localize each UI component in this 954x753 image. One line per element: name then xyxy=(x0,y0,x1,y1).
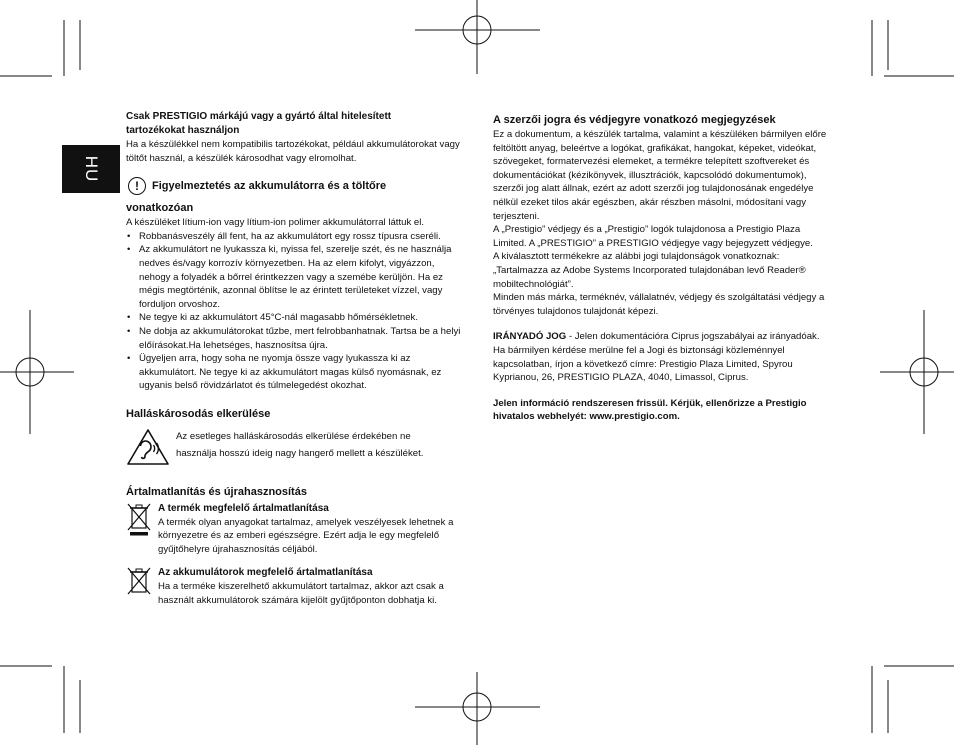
registration-mark-bottom xyxy=(415,672,540,745)
accessories-title-line1: Csak PRESTIGIO márkájú vagy a gyártó által hitelesített xyxy=(126,111,392,122)
battery-disposal-title: Az akkumulátorok megfelelő ártalmatlanítása xyxy=(158,567,373,579)
list-item: • Ne dobja az akkumulátorokat tűzbe, mert felrobbanhatnak. Tartsa be a helyi előírásokat.Ha lehetséges, hasznosítsa újra. xyxy=(126,325,464,352)
battery-bullet-list xyxy=(126,230,464,393)
trademark-line: A „Prestigio” védjegy és a „Prestigio” logók tulajdonosa a Prestigio Plaza Limited. A „PRESTIGIO” a PRESTIGIO védjegye vagy bejegyzett védjegye. xyxy=(493,224,813,249)
legal-line1: A kiválasztott termékekre az alábbi jogi tulajdonságok vonatkoznak: xyxy=(493,251,780,263)
hearing-line1: Az esetleges halláskárosodás elkerülése érdekében ne xyxy=(176,430,411,442)
accessories-title-line2: tartozékokat használjon xyxy=(126,125,240,136)
list-item: • Ügyeljen arra, hogy soha ne nyomja össze vagy lyukassza ki az akkumulátort. Ne tegye ki az akkumulátort magas külső nyomásnak, ez ugyanis belső rövidzárlatot és túlmelegedést okozhat. xyxy=(126,352,464,393)
disposal-title: Ártalmatlanítás és újrahasznosítás xyxy=(126,485,307,498)
language-tab-label: HU xyxy=(82,155,101,183)
product-disposal-block xyxy=(126,502,464,557)
list-item: • Az akkumulátort ne lyukassza ki, nyissa fel, szerelje szét, és ne használja nedves és/vagy korrozív környezetben. Ha az elem kifolyt, vigyázzon, nehogy a folyadék a bőrrel érintkezzen vagy a szemébe kerüljön. Ha ez mégis megtörténik, azonnal öblítse le az érintett területeket vízzel, vagy forduljon orvoshoz. xyxy=(126,243,464,311)
battery-disposal-block xyxy=(126,566,464,607)
list-item: • Ne tegye ki az akkumulátort 45°C-nál magasabb hőmérsékletnek. xyxy=(126,311,464,325)
registration-mark-top xyxy=(415,0,540,74)
registration-mark-right xyxy=(880,310,954,434)
battery-title-line1: Figyelmeztetés az akkumulátorra és a töltőre xyxy=(152,179,387,192)
battery-disposal-body: Ha a terméke kiszerelhető akkumulátort tartalmaz, akkor azt csak a használt akkumulátorok számára kijelölt gyűjtőponton dobhatja ki. xyxy=(158,581,444,606)
registration-mark-left xyxy=(0,310,74,434)
crossed-out-bin-icon xyxy=(126,502,152,536)
battery-title-line2: vonatkozóan xyxy=(126,202,194,215)
list-item: • Robbanásveszély áll fent, ha az akkumulátort egy rossz típusra cseréli. xyxy=(126,230,464,244)
product-disposal-body: A termék olyan anyagokat tartalmaz, amelyek veszélyesek lehetnek a környezetre és az emberi egészségre. Ezért adja le egy megfelelő gyűjtőhelyre újrahasznosítás céljából. xyxy=(158,516,454,555)
governing-law-label: IRÁNYADÓ JOG xyxy=(493,331,567,343)
accessories-body: Ha a készülékkel nem kompatibilis tartozékokat, például akkumulátorokat vagy töltőt használ, a készülék károsodhat vagy elromolhat. xyxy=(126,139,460,164)
left-column xyxy=(126,110,464,607)
copyright-body: Ez a dokumentum, a készülék tartalma, valamint a készüléken bármilyen előre feltöltött anyag, beleértve a logókat, grafikákat, hangokat, képeket, videókat, szövegeket, formatervezési elemeket, a termékre telepített szoftvereket és dokumentációkat (kézikönyvek, illusztrációk, kapcsolódó dokumentumok), szerzői jog alatt állnak, ezért az adott szerzői jog tulajdonosának engedélye nélkül ezeket tilos akár egészben, akár részben másolni, módosítani vagy terjeszteni. xyxy=(493,129,827,222)
ear-warning-triangle-icon xyxy=(126,428,170,466)
language-tab xyxy=(62,145,120,193)
hearing-line2: használja hosszú ideig nagy hangerő mellett a készüléket. xyxy=(176,447,424,459)
product-disposal-title: A termék megfelelő ártalmatlanítása xyxy=(158,502,329,514)
battery-intro: A készüléket lítium-ion vagy lítium-ion polimer akkumulátorral láttuk el. xyxy=(126,217,425,229)
copyright-title: A szerzői jogra és védjegyre vonatkozó megjegyzések xyxy=(493,114,776,126)
battery-warning-heading xyxy=(128,177,464,195)
other-brands: Minden más márka, terméknév, vállalatnév, védjegy és szolgáltatási védjegy a törvényes tulajdonos tulajdonát képezi. xyxy=(493,292,825,317)
update-note: Jelen információ rendszeresen frissül. Kérjük, ellenőrizze a Prestigio hivatalos webhelyét: www.prestigio.com. xyxy=(493,397,807,423)
crossed-out-bin-icon xyxy=(126,566,152,600)
right-column xyxy=(493,113,833,424)
legal-line2: „Tartalmazza az Adobe Systems Incorporated tulajdonában levő Reader® mobiltechnológiát”. xyxy=(493,264,806,290)
governing-law-body: - Jelen dokumentációra Ciprus jogszabályai az irányadóak. Ha bármilyen kérdése merülne fel a Jogi és biztonsági közleménnyel kapcsolatban, írjon a következő címre: Prestigio Plaza Limited, Spyrou Kyprianou, 26, PRESTIGIO PLAZA, 4040, Limassol, Ciprus. xyxy=(493,331,820,384)
hearing-block xyxy=(126,428,464,471)
exclamation-circle-icon: ! xyxy=(128,177,146,195)
hearing-title: Halláskárosodás elkerülése xyxy=(126,407,271,420)
governing-law xyxy=(493,330,833,384)
